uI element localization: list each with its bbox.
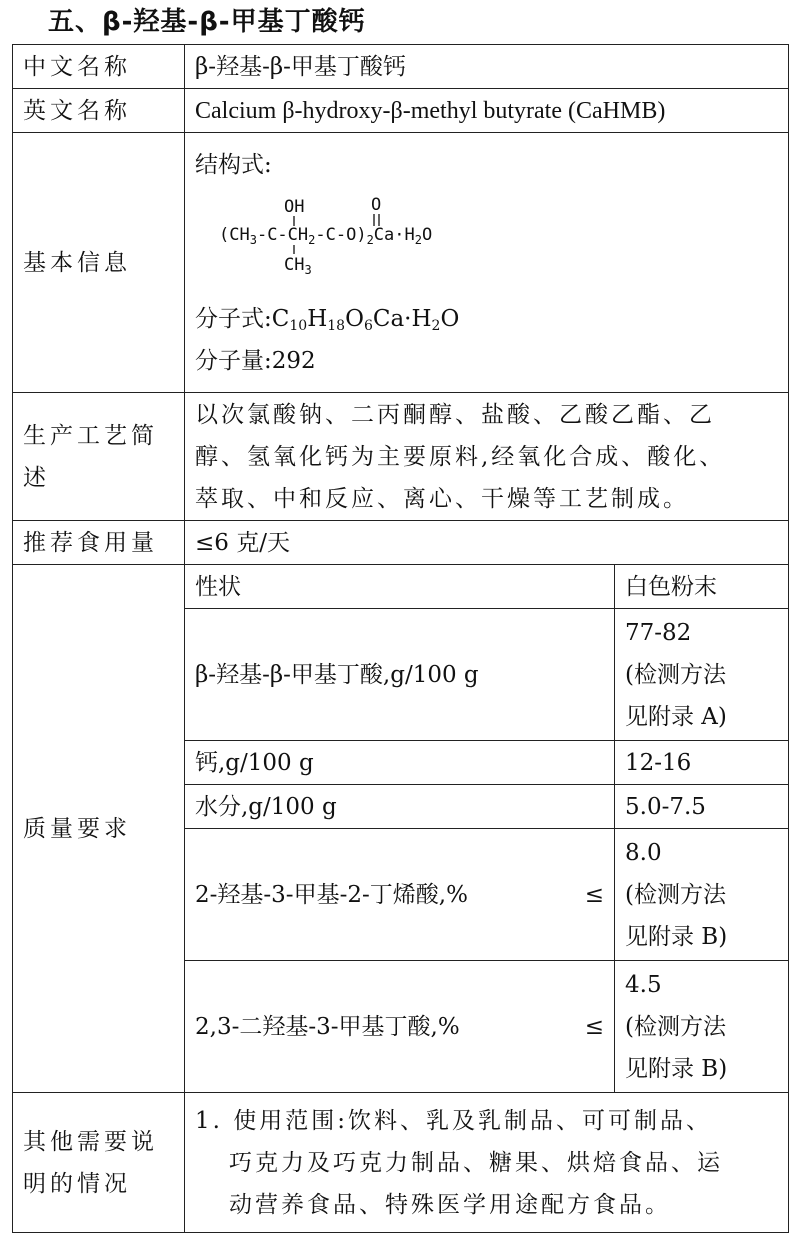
mf-o-count: 6 xyxy=(363,317,373,334)
quality-value-method: (检测方法 xyxy=(625,881,726,908)
molecular-weight-value: 292 xyxy=(271,347,316,374)
quality-value-method: (检测方法 xyxy=(625,1013,726,1040)
dosage-label: 推荐食用量 xyxy=(13,521,185,565)
english-name-value: Calcium β-hydroxy-β-methyl butyrate (CaHMB) xyxy=(185,89,789,133)
formula-ch3 xyxy=(284,255,312,276)
formula-main-sub2b: 2 xyxy=(366,232,374,247)
formula-carbonyl-o: O xyxy=(371,195,382,215)
quality-item-name-text: 2,3-二羟基-3-甲基丁酸,% xyxy=(195,1013,460,1040)
quality-item-name: β-羟基-β-甲基丁酸,g/100 g xyxy=(185,609,615,741)
quality-value-limit: 8.0 xyxy=(625,839,662,866)
formula-ch3-ch: CH xyxy=(284,254,305,275)
quality-value-appendix: 见附录 B) xyxy=(625,1055,728,1082)
formula-oh: OH xyxy=(284,196,305,217)
mf-h2-count: 2 xyxy=(431,317,441,334)
mf-h-count: 18 xyxy=(327,317,346,334)
chinese-name-label: 中文名称 xyxy=(13,45,185,89)
quality-item-name-text: 2-羟基-3-甲基-2-丁烯酸,% xyxy=(195,881,468,908)
row-basic-info xyxy=(13,133,789,393)
row-quality-0 xyxy=(13,565,789,609)
formula-main-sub3: 3 xyxy=(249,232,257,247)
other-line3: 动营养食品、特殊医学用途配方食品。 xyxy=(229,1191,671,1218)
quality-value-limit: 4.5 xyxy=(625,971,662,998)
quality-item-name xyxy=(185,961,615,1093)
formula-main-co: -C-O) xyxy=(315,224,367,245)
quality-item-value: 5.0-7.5 xyxy=(615,785,789,829)
other-line1: 1. 使用范围:饮料、乳及乳制品、可可制品、 xyxy=(195,1107,713,1134)
quality-item-name: 钙,g/100 g xyxy=(185,741,615,785)
formula-main-sub2c: 2 xyxy=(414,232,422,247)
other-line2: 巧克力及巧克力制品、糖果、烘焙食品、运 xyxy=(229,1149,723,1176)
molecular-formula-label: 分子式: xyxy=(195,305,272,332)
basic-info-content xyxy=(185,133,789,393)
quality-item-value: 12-16 xyxy=(615,741,789,785)
quality-item-value xyxy=(615,829,789,961)
quality-item-comparator: ≤ xyxy=(584,1013,604,1040)
quality-item-value xyxy=(615,961,789,1093)
mf-h: H xyxy=(307,305,328,332)
mf-o: O xyxy=(345,305,364,332)
quality-item-name: 性状 xyxy=(185,565,615,609)
quality-item-name xyxy=(185,829,615,961)
other-label-line2: 明的情况 xyxy=(23,1170,131,1197)
row-english-name xyxy=(13,89,789,133)
basic-info-label: 基本信息 xyxy=(13,133,185,393)
quality-label: 质量要求 xyxy=(13,565,185,1093)
row-dosage xyxy=(13,521,789,565)
spec-table xyxy=(12,44,789,1233)
mf-c: C xyxy=(271,305,290,332)
other-label-line1: 其他需要说 xyxy=(23,1128,158,1155)
molecular-weight xyxy=(195,340,778,382)
section-heading: 五、β-羟基-β-甲基丁酸钙 xyxy=(48,7,366,37)
formula-main-cah2o: Ca·H xyxy=(373,224,415,245)
process-line1: 以次氯酸钠、二丙酮醇、盐酸、乙酸乙酯、乙 xyxy=(195,401,715,428)
process-line2: 醇、氢氧化钙为主要原料,经氧化合成、酸化、 xyxy=(195,443,726,470)
molecular-weight-label: 分子量: xyxy=(195,347,272,374)
process-label-line2: 述 xyxy=(23,464,50,491)
quality-item-value xyxy=(615,609,789,741)
english-name-label: 英文名称 xyxy=(13,89,185,133)
formula-ch3-sub: 3 xyxy=(304,262,312,276)
other-label xyxy=(13,1093,185,1233)
molecular-formula xyxy=(195,298,778,340)
other-content xyxy=(185,1093,789,1233)
process-content xyxy=(185,393,789,521)
quality-value-appendix: 见附录 B) xyxy=(625,923,728,950)
mf-rest: Ca·H xyxy=(372,305,432,332)
quality-value-appendix: 见附录 A) xyxy=(625,703,727,730)
formula-main-dashc: -C-CH xyxy=(256,224,309,245)
row-chinese-name xyxy=(13,45,789,89)
row-process xyxy=(13,393,789,521)
structure-label: 结构式: xyxy=(195,151,272,178)
formula-main-o: O xyxy=(421,224,433,245)
process-label xyxy=(13,393,185,521)
row-other xyxy=(13,1093,789,1233)
formula-main-left: (CH xyxy=(219,224,250,245)
quality-item-name: 水分,g/100 g xyxy=(185,785,615,829)
dosage-value: ≤6 克/天 xyxy=(185,521,789,565)
quality-item-comparator: ≤ xyxy=(584,881,604,908)
process-line3: 萃取、中和反应、离心、干燥等工艺制成。 xyxy=(195,485,689,512)
process-label-line1: 生产工艺简 xyxy=(23,422,158,449)
mf-c-count: 10 xyxy=(289,317,308,334)
structural-formula xyxy=(213,196,543,276)
mf-end: O xyxy=(440,305,460,332)
formula-main xyxy=(219,225,432,247)
chinese-name-value: β-羟基-β-甲基丁酸钙 xyxy=(185,45,789,89)
quality-item-value: 白色粉末 xyxy=(615,565,789,609)
quality-value-method: (检测方法 xyxy=(625,661,726,688)
quality-value-limit: 77-82 xyxy=(625,619,692,646)
formula-main-sub2: 2 xyxy=(308,232,316,247)
